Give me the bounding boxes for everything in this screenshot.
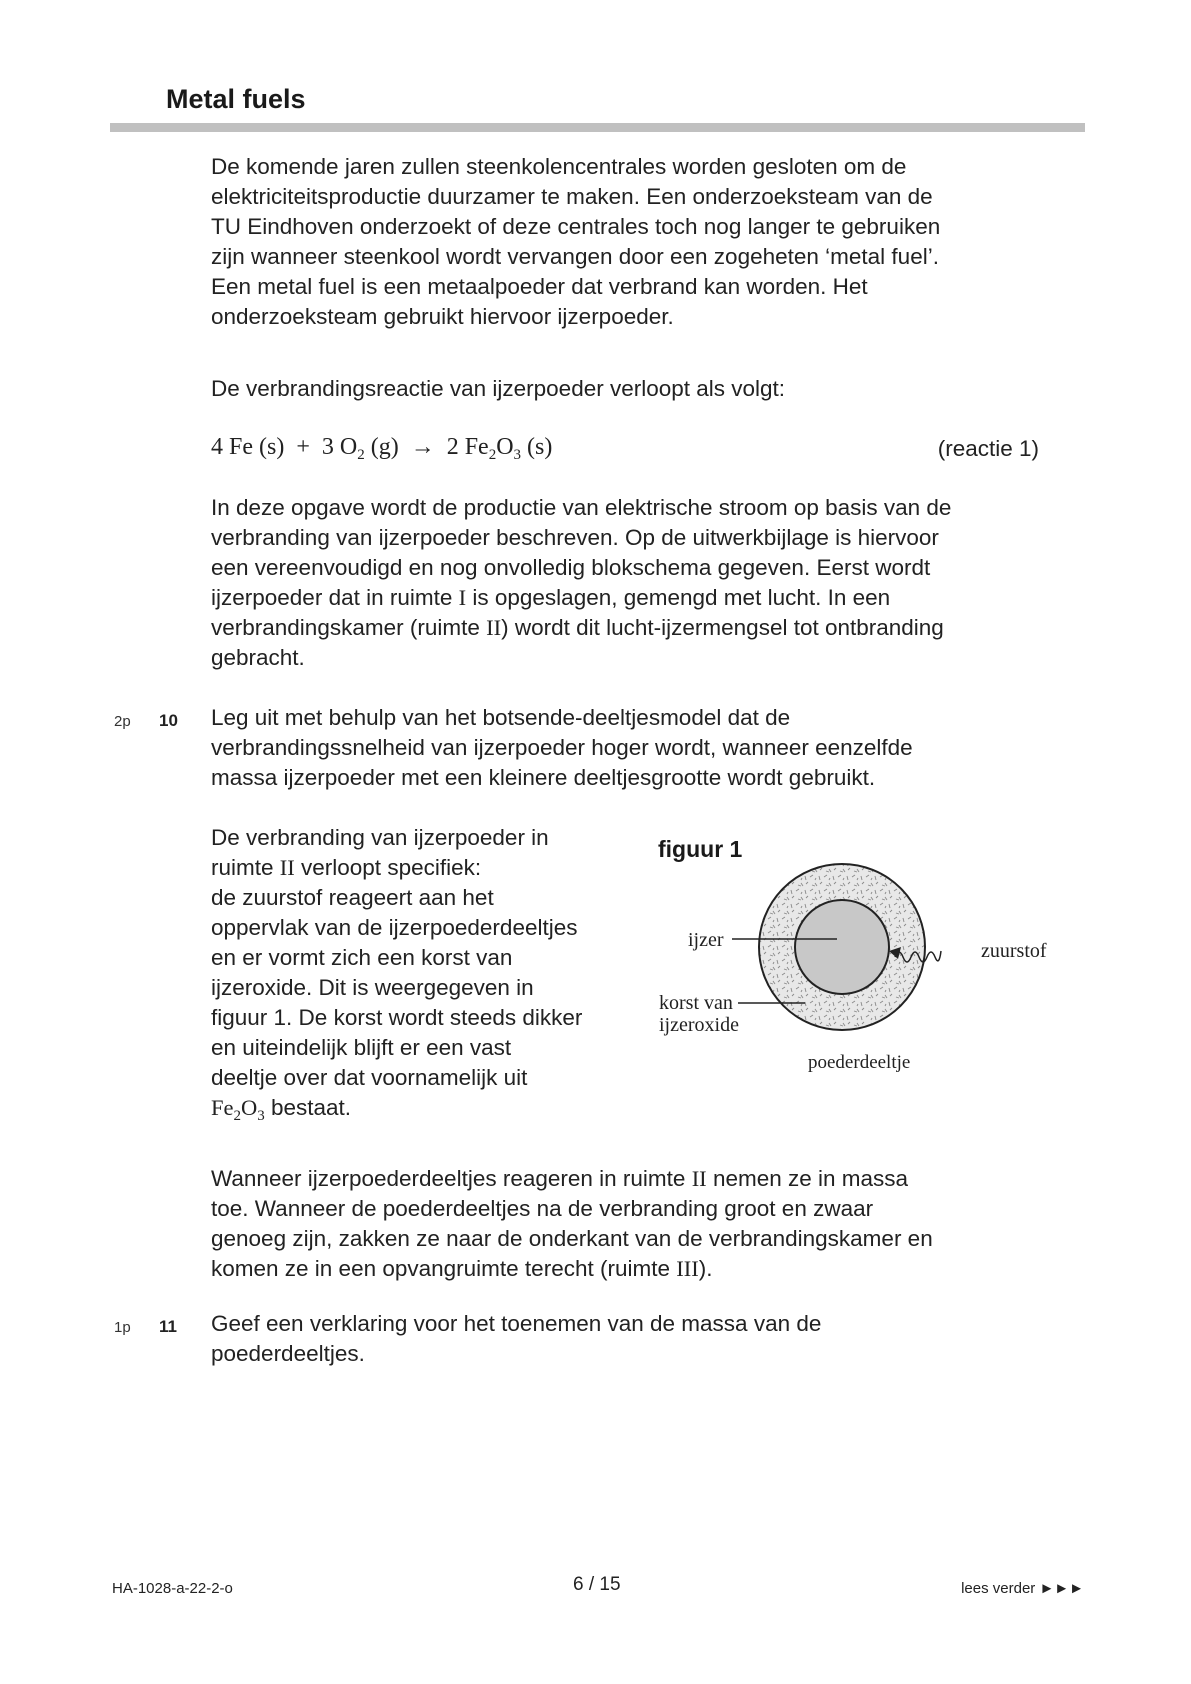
mass-line: genoeg zijn, zakken ze naar de onderkant van de verbrandingskamer en [211,1226,933,1251]
mass-line: toe. Wanneer de poederdeeltjes na de verbranding groot en zwaar [211,1196,874,1221]
eq-part: (g) → 2 Fe [364,434,489,460]
eq-part: (s) [521,434,553,460]
specific-line: en uiteindelijk blijft er een vast [211,1035,512,1060]
intro-line: onderzoeksteam gebruikt hiervoor ijzerpoeder. [211,304,674,329]
question-line: poederdeeltjes. [211,1341,365,1366]
text-span: bestaat. [264,1095,352,1120]
exam-code: HA-1028-a-22-2-o [112,1580,233,1597]
eq-subscript: 2 [488,447,497,463]
eq-part: 4 Fe (s) + 3 O [211,434,358,460]
text-span: verbrandingskamer (ruimte [211,615,487,640]
text-span: ruimte [211,855,280,880]
context-line: een vereenvoudigd en nog onvolledig blokschema gegeven. Eerst wordt [211,555,931,580]
iron-label: ijzer [688,929,724,951]
intro-line: elektriciteitsproductie duurzamer te maken. Een onderzoeksteam van de [211,184,933,209]
section-title: Metal fuels [166,84,306,114]
iron-core [795,900,889,994]
figure-1 [655,832,1075,1092]
question-line: verbrandingssnelheid van ijzerpoeder hoger wordt, wanneer eenzelfde [211,735,913,760]
text-span: komen ze in een opvangruimte terecht (ruimte [211,1256,677,1281]
text-span: ijzerpoeder dat in ruimte [211,585,459,610]
oxygen-label: zuurstof [981,940,1047,962]
question-line: Leg uit met behulp van het botsende-deeltjesmodel dat de [211,705,791,730]
formula-fe2o3 [211,1095,265,1124]
formula-subscript: 3 [257,1108,265,1124]
mass-paragraph [211,1164,1071,1284]
question-line: Geef een verklaring voor het toenemen van de massa van de [211,1311,822,1336]
eq-subscript: 2 [357,447,365,463]
roman-numeral: II [691,1166,707,1191]
question-line: massa ijzerpoeder met een kleinere deeltjesgrootte wordt gebruikt. [211,765,876,790]
specific-line: ijzeroxide. Dit is weergegeven in [211,975,534,1000]
context-line: In deze opgave wordt de productie van elektrische stroom op basis van de [211,495,952,520]
question-11-number: 11 [159,1317,177,1336]
specific-line [211,853,631,883]
figure-title: figuur 1 [658,836,743,862]
context-line: gebracht. [211,645,305,670]
context-line [211,613,1071,643]
particle-diagram [655,832,1075,1092]
crust-label-1: korst van [659,992,733,1014]
crust-label-2: ijzeroxide [659,1014,739,1036]
page-number: 6 / 15 [573,1574,621,1595]
specific-paragraph [211,823,631,1123]
eq-subscript: 3 [513,447,522,463]
question-11-text [211,1309,1071,1369]
next-page-indicator: lees verder ►►► [961,1580,1084,1597]
formula-part: O [241,1095,258,1120]
specific-line: De verbranding van ijzerpoeder in [211,825,549,850]
context-paragraph [211,493,1071,673]
formula-part: Fe [211,1095,234,1120]
specific-line: en er vormt zich een korst van [211,945,513,970]
specific-line: figuur 1. De korst wordt steeds dikker [211,1005,583,1030]
intro-line: TU Eindhoven onderzoekt of deze centrales toch nog langer te gebruiken [211,214,941,239]
title-divider [110,123,1085,132]
text-span: Wanneer ijzerpoederdeeltjes reageren in ruimte [211,1166,692,1191]
text-span: ) wordt dit lucht-ijzermengsel tot ontbranding [501,615,944,640]
roman-numeral: II [486,615,502,640]
question-10-number: 10 [159,711,178,730]
intro-line: zijn wanneer steenkool wordt vervangen door een zogeheten ‘metal fuel’. [211,244,939,269]
eq-part: O [496,434,514,460]
intro-line: De komende jaren zullen steenkolencentrales worden gesloten om de [211,154,907,179]
text-span: nemen ze in massa [706,1166,909,1191]
intro-line: Een metal fuel is een metaalpoeder dat verbrand kan worden. Het [211,274,868,299]
text-span: ). [698,1256,713,1281]
specific-line: oppervlak van de ijzerpoederdeeltjes [211,915,578,940]
question-11-points: 1p [114,1319,131,1336]
mass-line [211,1254,1071,1284]
question-10-text [211,703,1071,793]
text-span: verloopt specifiek: [294,855,482,880]
reaction-lead: De verbrandingsreactie van ijzerpoeder verloopt als volgt: [211,376,786,401]
specific-line: de zuurstof reageert aan het [211,885,494,910]
roman-numeral: III [676,1256,699,1281]
specific-line: deeltje over dat voornamelijk uit [211,1065,528,1090]
roman-numeral: I [458,585,467,610]
text-span: is opgeslagen, gemengd met lucht. In een [466,585,891,610]
question-10-points: 2p [114,713,131,730]
intro-paragraph [211,152,1071,332]
formula-subscript: 2 [233,1108,241,1124]
mass-line [211,1164,1071,1194]
roman-numeral: II [279,855,295,880]
figure-caption: poederdeeltje [808,1052,911,1073]
context-line: verbranding van ijzerpoeder beschreven. Op de uitwerkbijlage is hiervoor [211,525,939,550]
context-line [211,583,1071,613]
specific-line [211,1093,631,1123]
reaction-equation [211,434,552,461]
reaction-label: (reactie 1) [937,436,1039,461]
